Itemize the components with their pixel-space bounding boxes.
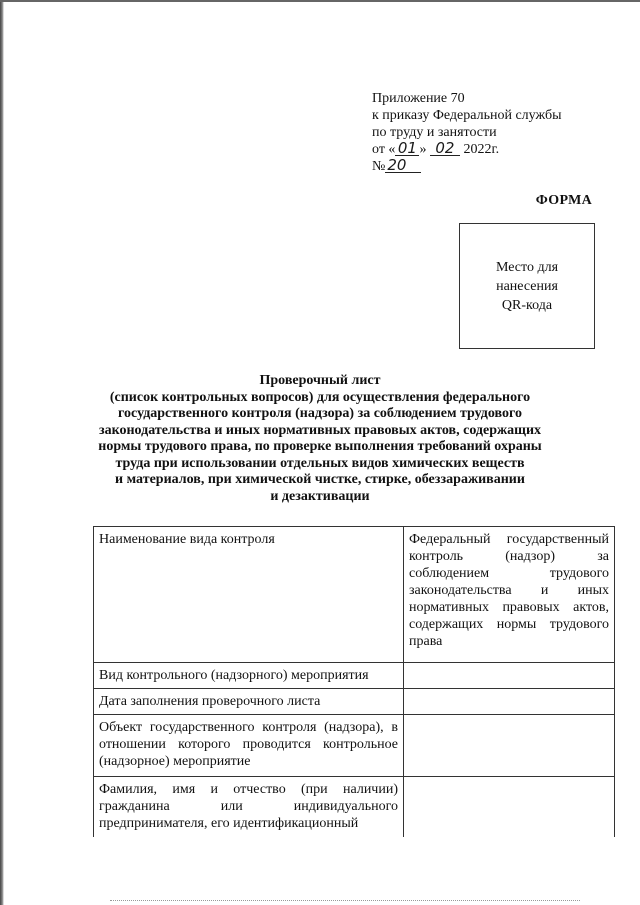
title-line-5: нормы трудового права, по проверке выполнения требований охраны (98, 439, 542, 454)
qr-line-3: QR-кода (501, 297, 553, 313)
title-line-6: труда при использовании отдельных видов химических веществ (115, 455, 525, 471)
date-day-handwritten: 01 (395, 141, 419, 156)
checklist-table (93, 526, 615, 837)
appendix-block (372, 90, 561, 175)
date-month-handwritten: 02 (430, 141, 460, 156)
appendix-line-3: по труду и занятости (372, 125, 497, 140)
row-label-control-object: Объект государственного контроля (надзора), в отношении которого проводится контрольное (надзорное) мероприятие (94, 715, 404, 777)
qr-placeholder-text (496, 258, 558, 315)
order-number-handwritten: 20 (385, 158, 421, 173)
title-line-2: (список контрольных вопросов) для осуществления федерального (109, 389, 531, 405)
scan-edge-left (0, 0, 4, 905)
title-line-7: и материалов, при химической чистке, стирке, обеззараживании (115, 472, 525, 487)
scan-edge-top (0, 0, 640, 2)
qr-line-1: Место для (495, 259, 559, 275)
row-value-event-type[interactable] (404, 663, 615, 689)
row-value-fill-date[interactable] (404, 689, 615, 715)
appendix-line-2: к приказу Федеральной службы (372, 108, 562, 123)
table-row (94, 777, 615, 837)
row-value-control-object[interactable] (404, 715, 615, 777)
qr-line-2: нанесения (496, 278, 558, 294)
date-mid: » (419, 142, 427, 157)
qr-code-placeholder (459, 223, 595, 349)
row-label-fill-date: Дата заполнения проверочного листа (94, 689, 404, 715)
row-label-control-type: Наименование вида контроля (94, 527, 404, 663)
scan-edge-bottom (110, 900, 580, 902)
row-value-person-name[interactable] (404, 777, 615, 837)
table-row (94, 715, 615, 777)
row-label-person-name: Фамилия, имя и отчество (при наличии) гражданина или индивидуального предпринимателя, его идентификационный (94, 777, 404, 837)
document-title (80, 373, 560, 505)
appendix-number-line (372, 158, 561, 175)
title-line-1: Проверочный лист (259, 373, 381, 388)
table-row (94, 663, 615, 689)
number-prefix: № (372, 159, 386, 174)
date-prefix: от « (372, 142, 396, 157)
table-row (94, 689, 615, 715)
row-value-control-type: Федеральный государственный контроль (надзор) за соблюдением трудового законодательства и иных нормативных правовых актов, содержащих нормы трудового права (404, 527, 615, 663)
title-line-8: и дезактивации (270, 488, 370, 504)
title-line-4: законодательства и иных нормативных правовых актов, содержащих (98, 422, 542, 438)
row-label-event-type: Вид контрольного (надзорного) мероприятия (94, 663, 404, 689)
table-row (94, 527, 615, 663)
title-line-3: государственного контроля (надзора) за соблюдением трудового (118, 406, 522, 421)
appendix-line-1: Приложение 70 (372, 91, 465, 106)
date-suffix: г. (491, 142, 500, 157)
date-year: 2022 (463, 142, 492, 157)
form-label: ФОРМА (535, 193, 592, 208)
